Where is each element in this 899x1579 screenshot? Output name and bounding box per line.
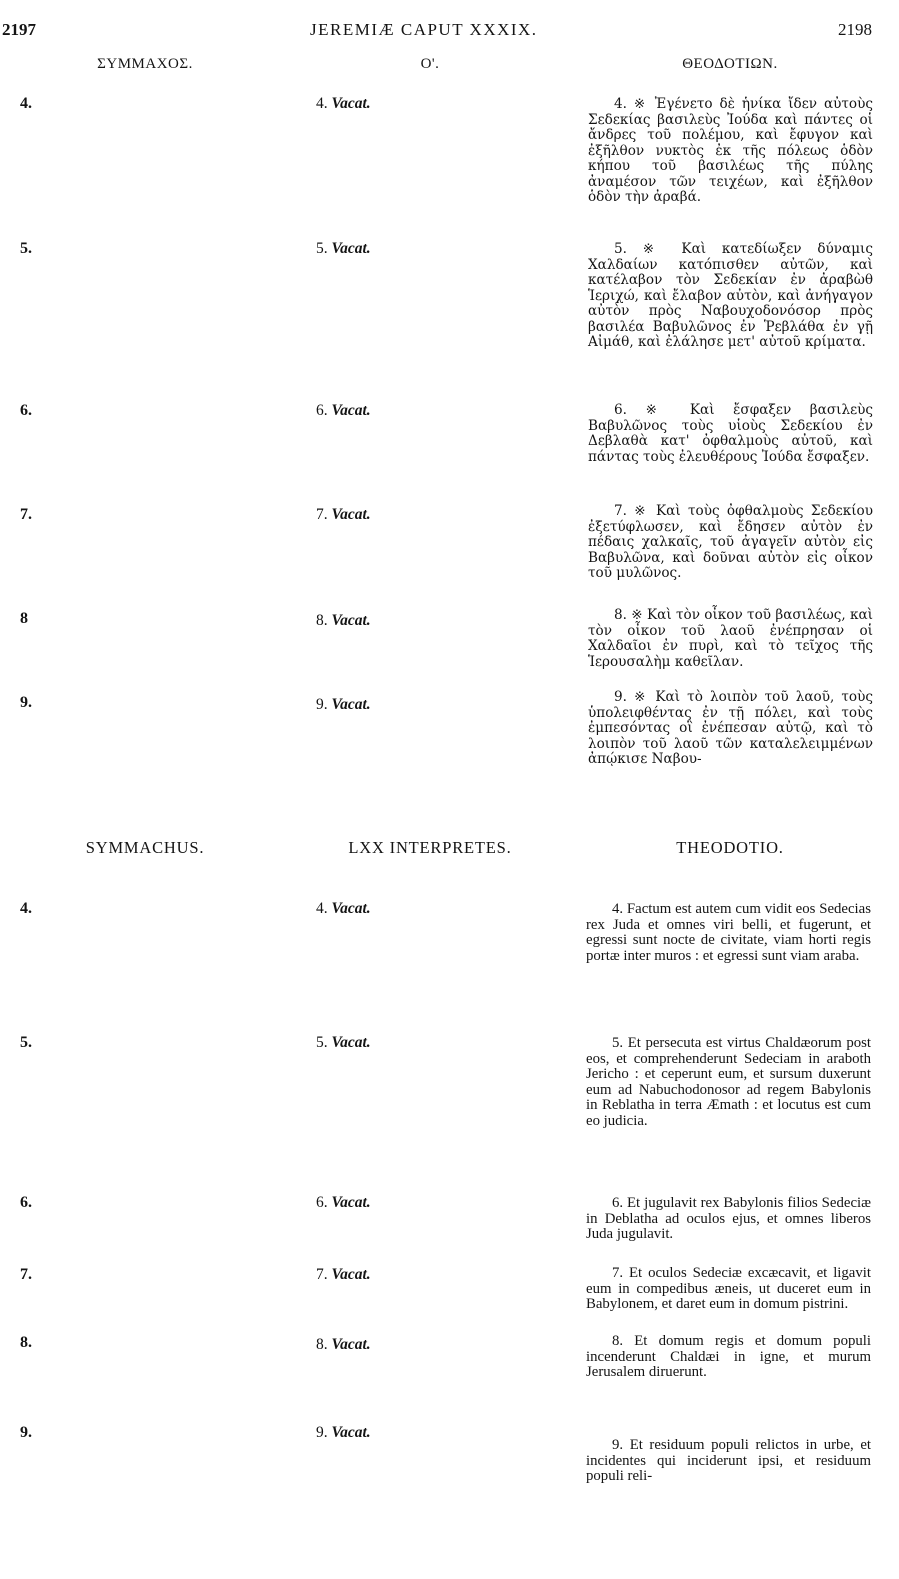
latin-lxx-vacat: 9. Vacat. <box>316 1424 371 1441</box>
greek-verse-number: 7. <box>20 506 32 523</box>
latin-lxx-vacat: 8. Vacat. <box>316 1336 371 1353</box>
running-title: JEREMIÆ CAPUT XXXIX. <box>310 20 538 39</box>
greek-heading-lxx: Ο'. <box>420 56 440 72</box>
latin-heading-symmachus: SYMMACHUS. <box>85 838 205 857</box>
greek-verse-number: 9. <box>20 694 32 711</box>
greek-lxx-vacat: 6. Vacat. <box>316 402 371 419</box>
latin-verse-number: 4. <box>20 900 32 917</box>
latin-verse-number: 6. <box>20 1194 32 1211</box>
latin-heading-theodotion: THEODOTIO. <box>676 838 784 857</box>
latin-lxx-vacat: 4. Vacat. <box>316 900 371 917</box>
latin-theodotion-verse: 7. Et oculos Sedeciæ excæcavit, et ligavit eum in compedibus æneis, ut duceret eum in Babylonem, et daret eum in domum pistrini. <box>586 1265 871 1313</box>
greek-lxx-vacat: 5. Vacat. <box>316 240 371 257</box>
latin-theodotion-verse: 6. Et jugulavit rex Babylonis filios Sedeciæ in Deblatha ad oculos ejus, et omnes liberos Juda jugulavit. <box>586 1195 871 1243</box>
latin-lxx-vacat: 7. Vacat. <box>316 1266 371 1283</box>
greek-heading-symmachus: ΣΥΜΜΑΧΟΣ. <box>97 56 193 72</box>
greek-theodotion-verse: 7. ※ Καὶ τοὺς ὀφθαλμοὺς Σεδεκίου ἐξετύφλωσεν, καὶ ἔδησεν αὐτὸν ἐν πέδαις χαλκαῖς, τοῦ ἀγαγεῖν αὐτὸν εἰς Βαβυλῶνα, καὶ δοῦναι αὐτὸν εἰς οἶκον τοῦ μυλῶνος. <box>588 503 873 581</box>
greek-heading-theodotion: ΘΕΟΔΟΤΙΩΝ. <box>682 56 778 72</box>
greek-verse-number: 6. <box>20 402 32 419</box>
page-number-right: 2198 <box>838 20 872 39</box>
greek-theodotion-verse: 4. ※ Ἐγένετο δὲ ἡνίκα ἴδεν αὐτοὺς Σεδεκίας βασιλεὺς Ἰούδα καὶ πάντες οἱ ἄνδρες τοῦ πολέμου, καὶ ἔφυγον καὶ ἐξῆλθον νυκτὸς ἐκ τῆς πόλεως ὁδὸν κήπου τοῦ βασιλέως τῆς πύλης ἀναμέσον τῶν τειχέων, καὶ ἐξῆλθον ὁδὸν τὴν ἀραβά. <box>588 96 873 205</box>
latin-verse-number: 5. <box>20 1034 32 1051</box>
latin-theodotion-verse: 8. Et domum regis et domum populi incenderunt Chaldæi in igne, et murum Jerusalem diruerunt. <box>586 1333 871 1381</box>
latin-verse-number: 7. <box>20 1266 32 1283</box>
latin-verse-number: 9. <box>20 1424 32 1441</box>
latin-theodotion-verse: 9. Et residuum populi relictos in urbe, et incidentes qui inciderunt ipsi, et residuum populi reli- <box>586 1437 871 1485</box>
greek-theodotion-verse: 9. ※ Καὶ τὸ λοιπὸν τοῦ λαοῦ, τοὺς ὑπολειφθέντας ἐν τῇ πόλει, καὶ τοὺς ἐμπεσόντας οἳ ἐνέπεσαν αὐτῷ, καὶ τὸ λοιπὸν τοῦ λαοῦ τῶν καταλελειμμένων ἀπῴκισε Ναβου- <box>588 689 873 767</box>
page-number-left: 2197 <box>2 20 36 39</box>
greek-verse-number: 8 <box>20 610 28 627</box>
latin-lxx-vacat: 5. Vacat. <box>316 1034 371 1051</box>
greek-theodotion-verse: 8. ※ Καὶ τὸν οἶκον τοῦ βασιλέως, καὶ τὸν οἶκον τοῦ λαοῦ ἐνέπρησαν οἱ Χαλδαῖοι ἐν πυρὶ, καὶ τὸ τεῖχος τῆς Ἱερουσαλὴμ καθεῖλαν. <box>588 607 873 670</box>
greek-lxx-vacat: 9. Vacat. <box>316 696 371 713</box>
greek-verse-number: 5. <box>20 240 32 257</box>
latin-theodotion-verse: 4. Factum est autem cum vidit eos Sedecias rex Juda et omnes viri belli, et fugerunt, et egressi sunt nocte de civitate, viam horti regis portæ inter muros : et egressi sunt viam araba. <box>586 901 871 964</box>
latin-lxx-vacat: 6. Vacat. <box>316 1194 371 1211</box>
greek-lxx-vacat: 8. Vacat. <box>316 612 371 629</box>
latin-heading-lxx: LXX INTERPRETES. <box>348 838 512 857</box>
greek-lxx-vacat: 7. Vacat. <box>316 506 371 523</box>
latin-theodotion-verse: 5. Et persecuta est virtus Chaldæorum post eos, et comprehenderunt Sedeciam in araboth Jericho : et ceperunt eum, et sursum duxerunt eum ad Nabuchodonosor ad regem Babylonis in Reblatha in terra Æmath : et locutus est cum eo judicia. <box>586 1035 871 1129</box>
greek-theodotion-verse: 5. ※ Καὶ κατεδίωξεν δύναμις Χαλδαίων κατόπισθεν αὐτῶν, καὶ κατέλαβον τὸν Σεδεκίαν ἐν ἀραβὼθ Ἱεριχώ, καὶ ἔλαβον αὐτὸν, καὶ ἀνήγαγον αὐτὸν πρὸς Ναβουχοδονόσορ πρὸς βασιλέα Βαβυλῶνος ἐν Ῥεβλάθα ἐν γῇ Αἰμάθ, καὶ ἐλάλησε μετ' αὐτοῦ κρίματα. <box>588 241 873 350</box>
greek-verse-number: 4. <box>20 95 32 112</box>
latin-verse-number: 8. <box>20 1334 32 1351</box>
greek-lxx-vacat: 4. Vacat. <box>316 95 371 112</box>
greek-theodotion-verse: 6. ※ Καὶ ἔσφαξεν βασιλεὺς Βαβυλῶνος τοὺς υἱοὺς Σεδεκίου ἐν Δεβλαθὰ κατ' ὀφθαλμοὺς αὐτοῦ, καὶ πάντας τοὺς ἐλευθέρους Ἰούδα ἔσφαξεν. <box>588 402 873 465</box>
